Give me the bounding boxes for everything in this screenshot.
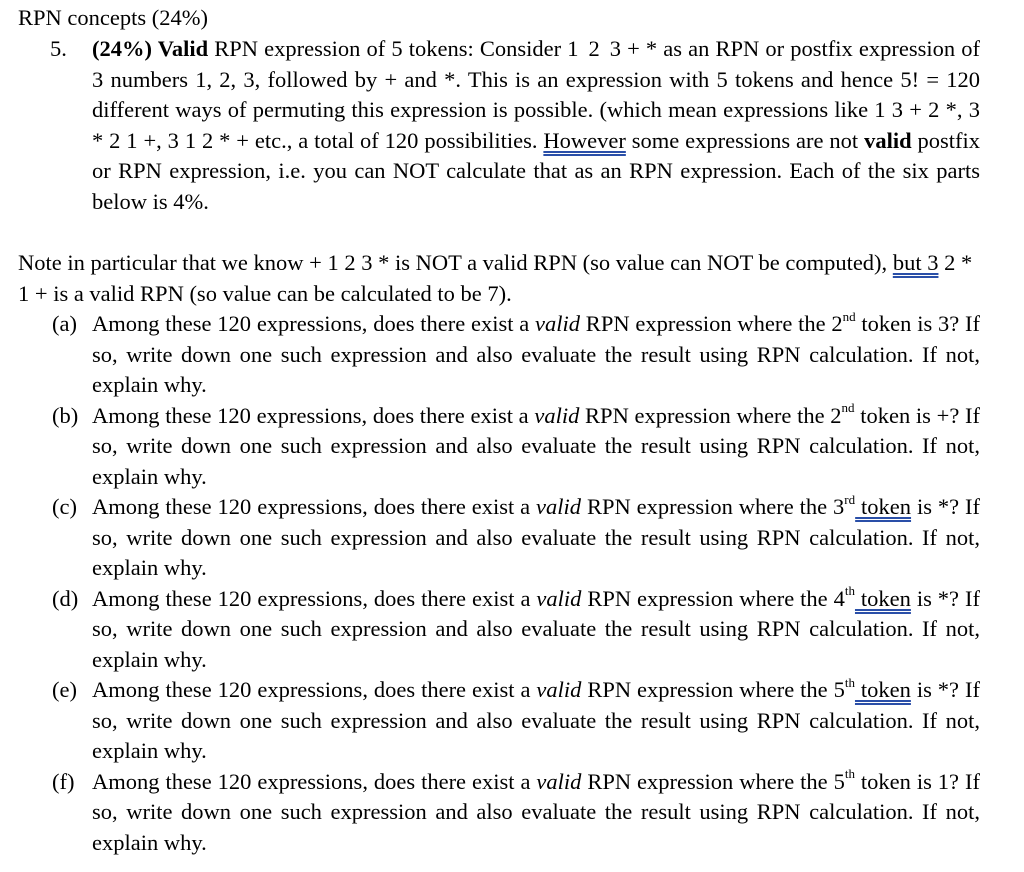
- part-text: RPN expression where the 3: [581, 494, 845, 519]
- question-5: [50, 34, 980, 217]
- part-text: is 1? If so, write down one such expression and also evaluate the result using RPN calculation. If not, explain why.: [92, 768, 980, 855]
- part-token-word: token: [854, 768, 911, 794]
- ordinal-suffix: th: [844, 766, 855, 781]
- ordinal-suffix: th: [844, 674, 855, 690]
- ordinal-suffix: nd: [842, 308, 856, 324]
- note-paragraph: [18, 248, 980, 309]
- part-text: RPN expression where the 2: [579, 402, 842, 428]
- part-valid-word: valid: [536, 677, 582, 702]
- part-valid-word: valid: [536, 585, 582, 611]
- part-token-word: token: [854, 402, 911, 428]
- part-c: [52, 492, 980, 584]
- question-intro-b: some expressions are not: [625, 127, 865, 153]
- ordinal-suffix: th: [844, 583, 855, 598]
- part-valid-word: valid: [534, 402, 580, 428]
- part-valid-word: valid: [536, 768, 582, 794]
- question-intro-tokens: 3 + * as an RPN or postfix expression of 3 numbers 1, 2, 3, followed by + and *. This is an expression with 5 tokens and hence 5! = 120 different ways of permuting this expression is possible. (which mean expressions like 1 3 + 2 *, 3 * 2 1 +, 3 1 2 * + etc., a total of 120 possibilities.: [92, 36, 981, 153]
- part-valid-word: valid: [535, 311, 581, 336]
- section-title: RPN concepts (24%): [18, 5, 208, 30]
- valid-word: valid: [864, 127, 912, 153]
- part-text: Among these 120 expressions, does there exist a: [92, 585, 537, 611]
- part-label: (d): [52, 585, 79, 611]
- part-token-word: token: [854, 677, 911, 702]
- part-label: (c): [52, 494, 77, 519]
- note-line-1: Note in particular that we know + 1 2 3 * is NOT a valid RPN (so value can NOT be computed),: [18, 250, 893, 275]
- part-text: is 3? If so, write down one such expression and also evaluate the result using RPN calculation. If not, explain why.: [92, 311, 980, 397]
- part-b: [52, 401, 980, 493]
- part-token-word: token: [854, 585, 911, 611]
- part-text: RPN expression where the 4: [581, 585, 845, 611]
- part-text: is *? If so, write down one such expression and also evaluate the result using RPN calculation. If not, explain why.: [92, 677, 980, 763]
- part-text: Among these 120 expressions, does there exist a: [92, 768, 537, 794]
- part-a: [52, 309, 980, 401]
- part-token-word: token: [855, 311, 912, 336]
- part-d: [52, 584, 980, 676]
- part-label: (b): [52, 402, 79, 428]
- ordinal-suffix: nd: [841, 400, 855, 415]
- ordinal-suffix: rd: [844, 491, 856, 507]
- part-text: is *? If so, write down one such expression and also evaluate the result using RPN calculation. If not, explain why.: [92, 585, 980, 672]
- part-label: (f): [52, 768, 75, 794]
- part-text: RPN expression where the 5: [581, 677, 845, 702]
- question-weight: (24%) Valid: [92, 36, 209, 61]
- part-valid-word: valid: [536, 494, 582, 519]
- part-text: is +? If so, write down one such expression and also evaluate the result using RPN calculation. If not, explain why.: [92, 402, 980, 489]
- part-e: [52, 675, 980, 767]
- part-text: Among these 120 expressions, does there exist a: [92, 402, 535, 428]
- question-body: [92, 34, 980, 217]
- question-intro-c: postfix or RPN expression, i.e. you can NOT calculate that as an RPN expression. Each of the six parts below is 4%.: [92, 127, 980, 214]
- part-text: RPN expression where the 5: [581, 768, 845, 794]
- question-intro-a: RPN expression of 5 tokens: Consider 1: [208, 36, 579, 61]
- parts-list: [52, 309, 980, 858]
- note-but-word: but 3: [892, 250, 939, 275]
- part-text: is *? If so, write down one such expression and also evaluate the result using RPN calculation. If not, explain why.: [92, 494, 980, 580]
- part-label: (a): [52, 311, 77, 336]
- question-token-2: 2: [588, 36, 600, 61]
- part-text: Among these 120 expressions, does there exist a: [92, 677, 537, 702]
- part-label: (e): [52, 677, 77, 702]
- question-number: 5.: [50, 36, 67, 61]
- however-word: However: [543, 127, 626, 153]
- part-token-word: token: [855, 494, 912, 519]
- part-text: Among these 120 expressions, does there exist a: [92, 494, 537, 519]
- part-text: Among these 120 expressions, does there exist a: [92, 311, 536, 336]
- part-f: [52, 767, 980, 859]
- part-text: RPN expression where the 2: [580, 311, 843, 336]
- note-line-2: 2 * 1 + is a valid RPN (so value can be calculated to be 7).: [18, 250, 973, 306]
